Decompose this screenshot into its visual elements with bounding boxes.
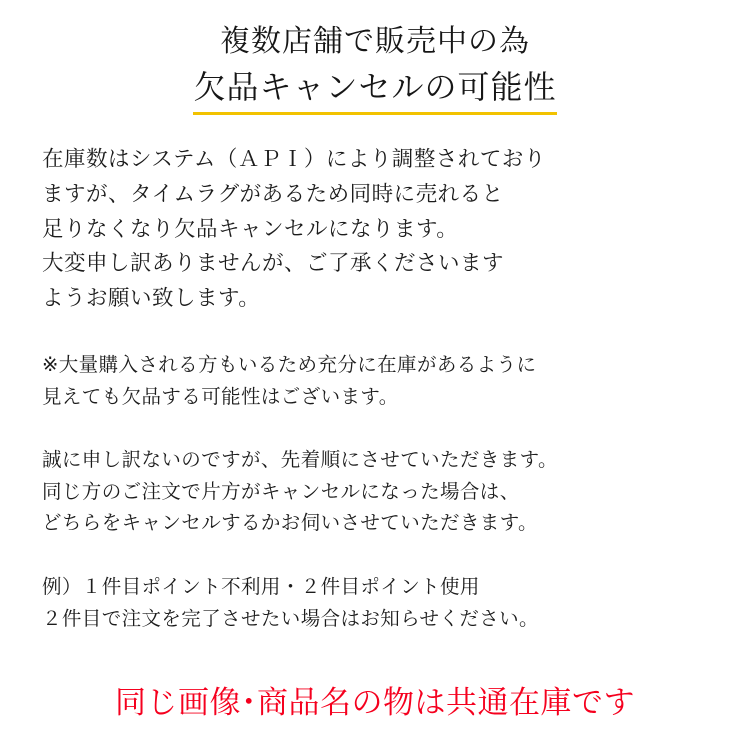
paragraph-2-line-1: ※大量購入される方もいるため充分に在庫があるように [42, 353, 537, 377]
paragraph-3-line-3: どちらをキャンセルするかお伺いさせていただきます。 [42, 511, 538, 535]
paragraph-3 [42, 444, 708, 539]
paragraph-2 [42, 349, 708, 412]
heading-line-2: 欠品キャンセルの可能性 [193, 64, 556, 115]
page-heading [0, 0, 750, 115]
notice-body [0, 143, 750, 634]
paragraph-4-line-2: ２件目で注文を完了させたい場合はお知らせください。 [42, 606, 539, 630]
paragraph-4 [42, 571, 708, 634]
spacer-3 [42, 561, 708, 571]
footer-notice-text: 同じ画像･商品名の物は共通在庫です [115, 685, 635, 722]
paragraph-1-line-3: 足りなくなり欠品キャンセルになります。 [42, 216, 459, 242]
spacer-1 [42, 339, 708, 349]
footer-banner [0, 658, 750, 750]
paragraph-1 [42, 143, 708, 317]
paragraph-1-line-2: ますが、タイムラグがあるため同時に売れると [42, 181, 504, 207]
paragraph-2-line-2: 見えても欠品する可能性はございます。 [42, 384, 399, 408]
paragraph-1-line-5: ようお願い致します。 [42, 286, 261, 312]
paragraph-4-line-1: 例）１件目ポイント不利用・２件目ポイント使用 [42, 574, 480, 598]
paragraph-1-line-1: 在庫数はシステム（ＡＰＩ）により調整されており [42, 146, 546, 172]
paragraph-3-line-1: 誠に申し訳ないのですが、先着順にさせていただきます。 [42, 448, 558, 472]
heading-line-1: 複数店舗で販売中の為 [220, 24, 530, 59]
paragraph-1-line-4: 大変申し訳ありませんが、ご了承くださいます [42, 251, 505, 277]
spacer-2 [42, 434, 708, 444]
paragraph-3-line-2: 同じ方のご注文で片方がキャンセルになった場合は、 [42, 479, 520, 503]
